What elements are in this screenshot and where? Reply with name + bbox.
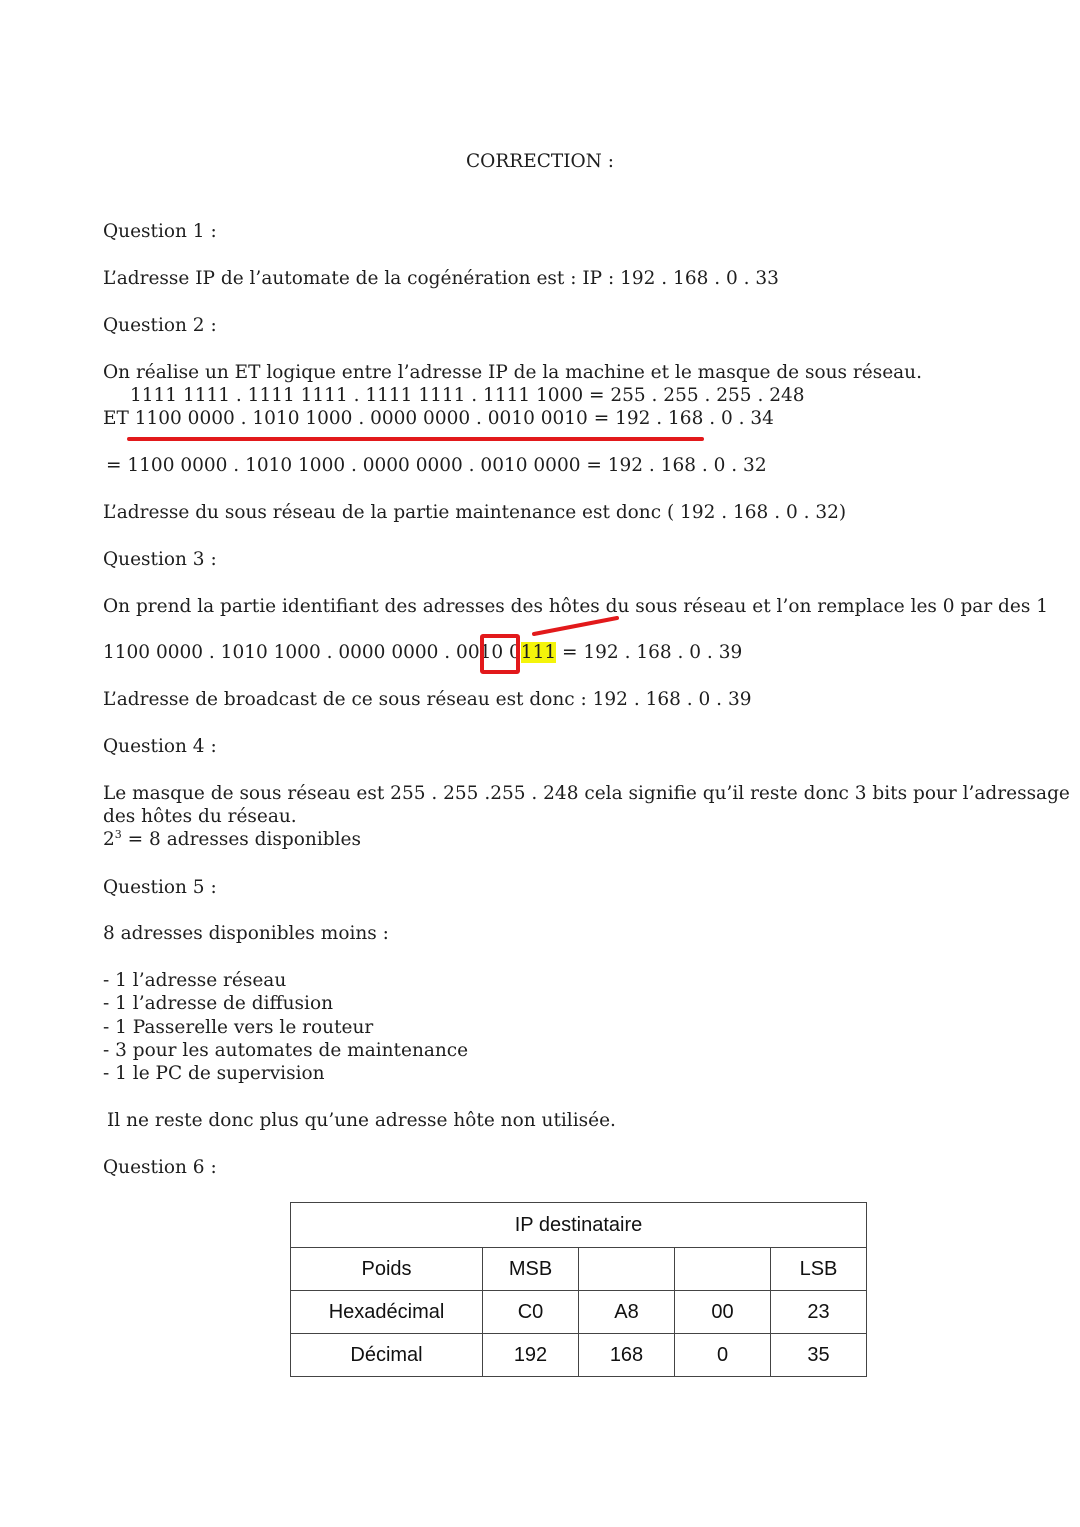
q4-power-line [103,829,361,851]
table-cell: 23 [771,1291,867,1334]
q2-ip-line: ET 1100 0000 . 1010 1000 . 0000 0000 . 0010 0010 = 192 . 168 . 0 . 34 [103,408,774,429]
q4-line2: des hôtes du réseau. [103,806,297,827]
red-arrow-annotation [0,0,1080,700]
table-cell: 168 [579,1334,675,1377]
table-cell: Décimal [291,1334,483,1377]
table-cell: 00 [675,1291,771,1334]
table-cell: LSB [771,1248,867,1291]
q4-heading: Question 4 : [103,736,217,757]
q2-conclusion: L’adresse du sous réseau de la partie maintenance est donc ( 192 . 168 . 0 . 32) [103,502,847,523]
table-cell [675,1248,771,1291]
table-cell: 192 [483,1334,579,1377]
q3-heading: Question 3 : [103,549,217,570]
q2-intro: On réalise un ET logique entre l’adresse IP de la machine et le masque de sous réseau. [103,362,922,383]
q6-heading: Question 6 : [103,1157,217,1178]
q2-result-line: = 1100 0000 . 1010 1000 . 0000 0000 . 0010 0000 = 192 . 168 . 0 . 32 [106,455,767,476]
table-row [291,1291,867,1334]
table-row [291,1248,867,1291]
q1-answer: L’adresse IP de l’automate de la cogénération est : IP : 192 . 168 . 0 . 33 [103,268,779,289]
page-title: CORRECTION : [466,151,614,172]
table-cell: Hexadécimal [291,1291,483,1334]
list-item: - 1 l’adresse de diffusion [103,993,334,1014]
table-cell: 0 [675,1334,771,1377]
q3-binary-prefix: 1100 0000 . 1010 1000 . 0000 0000 . 0010 0 [103,642,521,663]
table-cell: A8 [579,1291,675,1334]
q3-binary-highlight: 111 [520,642,557,663]
ip-table [290,1202,867,1377]
q5-heading: Question 5 : [103,877,217,898]
q5-intro: 8 adresses disponibles moins : [103,923,389,944]
q4-power-rest: = 8 adresses disponibles [121,829,361,850]
table-cell: C0 [483,1291,579,1334]
q2-mask-line: 1111 1111 . 1111 1111 . 1111 1111 . 1111 1000 = 255 . 255 . 255 . 248 [130,385,805,406]
table-cell: 35 [771,1334,867,1377]
q1-heading: Question 1 : [103,221,217,242]
list-item: - 1 Passerelle vers le routeur [103,1017,374,1038]
list-item: - 1 l’adresse réseau [103,970,287,991]
list-item: - 3 pour les automates de maintenance [103,1040,469,1061]
table-cell: MSB [483,1248,579,1291]
list-item: - 1 le PC de supervision [103,1063,325,1084]
q2-heading: Question 2 : [103,315,217,336]
q4-power-exp: 3 [114,827,122,841]
q5-conclusion: Il ne reste donc plus qu’une adresse hôte non utilisée. [107,1110,616,1131]
q3-conclusion: L’adresse de broadcast de ce sous réseau est donc : 192 . 168 . 0 . 39 [103,689,752,710]
table-cell: Poids [291,1248,483,1291]
table-cell [579,1248,675,1291]
q3-intro: On prend la partie identifiant des adresses des hôtes du sous réseau et l’on remplace les 0 par des 1 [103,596,1048,617]
q3-binary-suffix: = 192 . 168 . 0 . 39 [556,642,743,663]
table-header: IP destinataire [291,1203,867,1248]
q4-line1: Le masque de sous réseau est 255 . 255 .255 . 248 cela signifie qu’il reste donc 3 bits pour l’adressage [103,783,1070,804]
q4-power-base: 2 [103,829,115,850]
table-row [291,1334,867,1377]
